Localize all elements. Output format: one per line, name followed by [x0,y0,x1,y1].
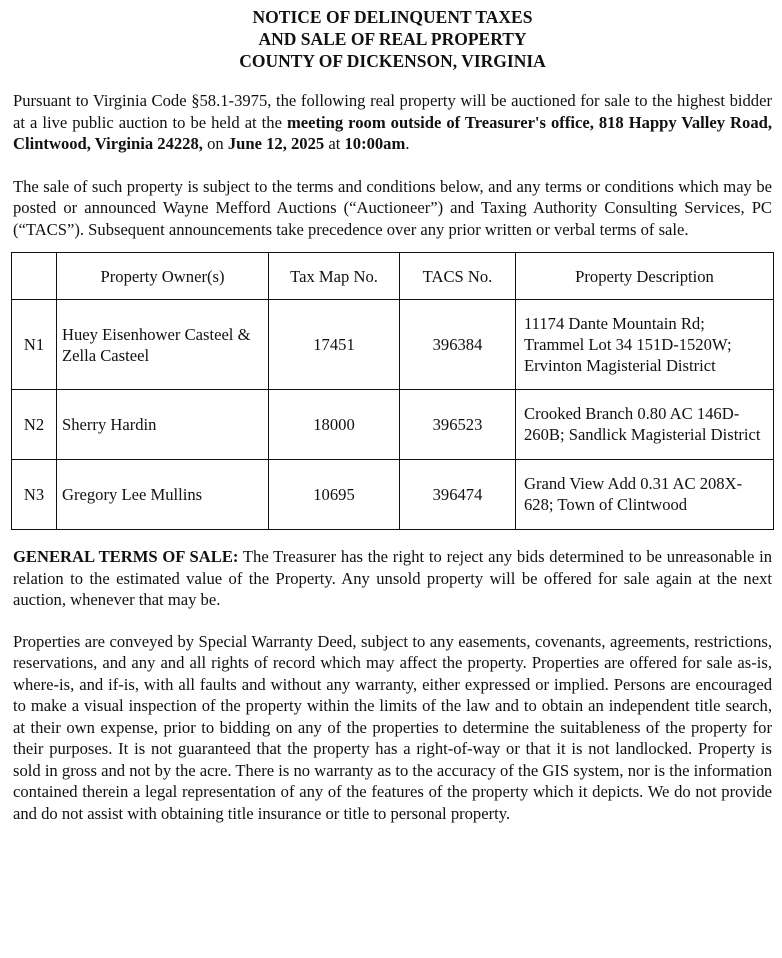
row-id: N2 [12,390,57,460]
row-description: Crooked Branch 0.80 AC 146D-260B; Sandlick Magisterial District [516,390,774,460]
auction-date: June 12, 2025 [227,134,325,153]
table-header-row [12,253,774,300]
table-row [12,460,774,530]
row-description: Grand View Add 0.31 AC 208X-628; Town of Clintwood [516,460,774,530]
property-table [11,252,774,530]
row-id: N1 [12,300,57,390]
title-line-2: AND SALE OF REAL PROPERTY [258,29,527,49]
intro-text: Pursuant to Virginia Code §58.1-3975, the following real property will be auctioned for sale to the highest bidder at a live public auction to be held at the [13,91,772,132]
conveyance-paragraph: Properties are conveyed by Special Warranty Deed, subject to any easements, covenants, agreements, restrictions, reservations, and any and all rights of record which may affect the property. Properties are offered for sale as-is, where-is, and if-is, with all faults and without any warranty, either expressed or implied. Persons are encouraged to make a visual inspection of the property within the limits of the law and to obtain an independent title search, at their own expense, prior to bidding on any of the properties to determine the suitableness of the property for their purposes. It is not guaranteed that the property has a right-of-way or that it is not landlocked. Property is sold in gross and not by the acre. There is no warranty as to the accuracy of the GIS system, nor is the information contained therein a legal representation of any of the features of the property which it depicts. We do not provide and do not assist with obtaining title insurance or title to personal property. [13,631,772,823]
header-tacs: TACS No. [400,253,516,300]
intro-end: . [405,134,410,153]
row-tacs: 396474 [400,460,516,530]
auction-time: 10:00am [344,134,406,153]
row-description: 11174 Dante Mountain Rd; Trammel Lot 34 151D-1520W; Ervinton Magisterial District [516,300,774,390]
general-terms-heading: GENERAL TERMS OF SALE: [13,547,239,566]
row-taxmap: 10695 [269,460,400,530]
row-owner: Gregory Lee Mullins [57,460,269,530]
header-id [12,253,57,300]
row-taxmap: 18000 [269,390,400,460]
row-owner: Sherry Hardin [57,390,269,460]
intro-at: at [324,134,345,153]
row-owner: Huey Eisenhower Casteel & Zella Casteel [57,300,269,390]
header-taxmap: Tax Map No. [269,253,400,300]
intro-paragraph [13,90,772,155]
header-description: Property Description [516,253,774,300]
table-row [12,390,774,460]
general-terms-paragraph [13,546,772,611]
conditions-paragraph: The sale of such property is subject to the terms and conditions below, and any terms or conditions which may be posted or announced Wayne Mefford Auctions (“Auctioneer”) and Taxing Authority Consulting Services, PC (“TACS”). Subsequent announcements take precedence over any prior written or verbal terms of sale. [13,176,772,239]
table-row [12,300,774,390]
auction-location: meeting room outside of Treasurer's office, 818 Happy Valley Road, Clintwood, Virginia 24228, [13,112,772,153]
general-terms-text: The Treasurer has the right to reject any bids determined to be unreasonable in relation to the estimated value of the Property. Any unsold property will be offered for sale again at the next auction, whenever that may be. [13,547,772,609]
row-tacs: 396523 [400,390,516,460]
title-line-1: NOTICE OF DELINQUENT TAXES [252,7,533,27]
row-tacs: 396384 [400,300,516,390]
header-owner: Property Owner(s) [57,253,269,300]
title-line-3: COUNTY OF DICKENSON, VIRGINIA [239,51,546,71]
intro-on: on [202,134,228,153]
row-taxmap: 17451 [269,300,400,390]
row-id: N3 [12,460,57,530]
